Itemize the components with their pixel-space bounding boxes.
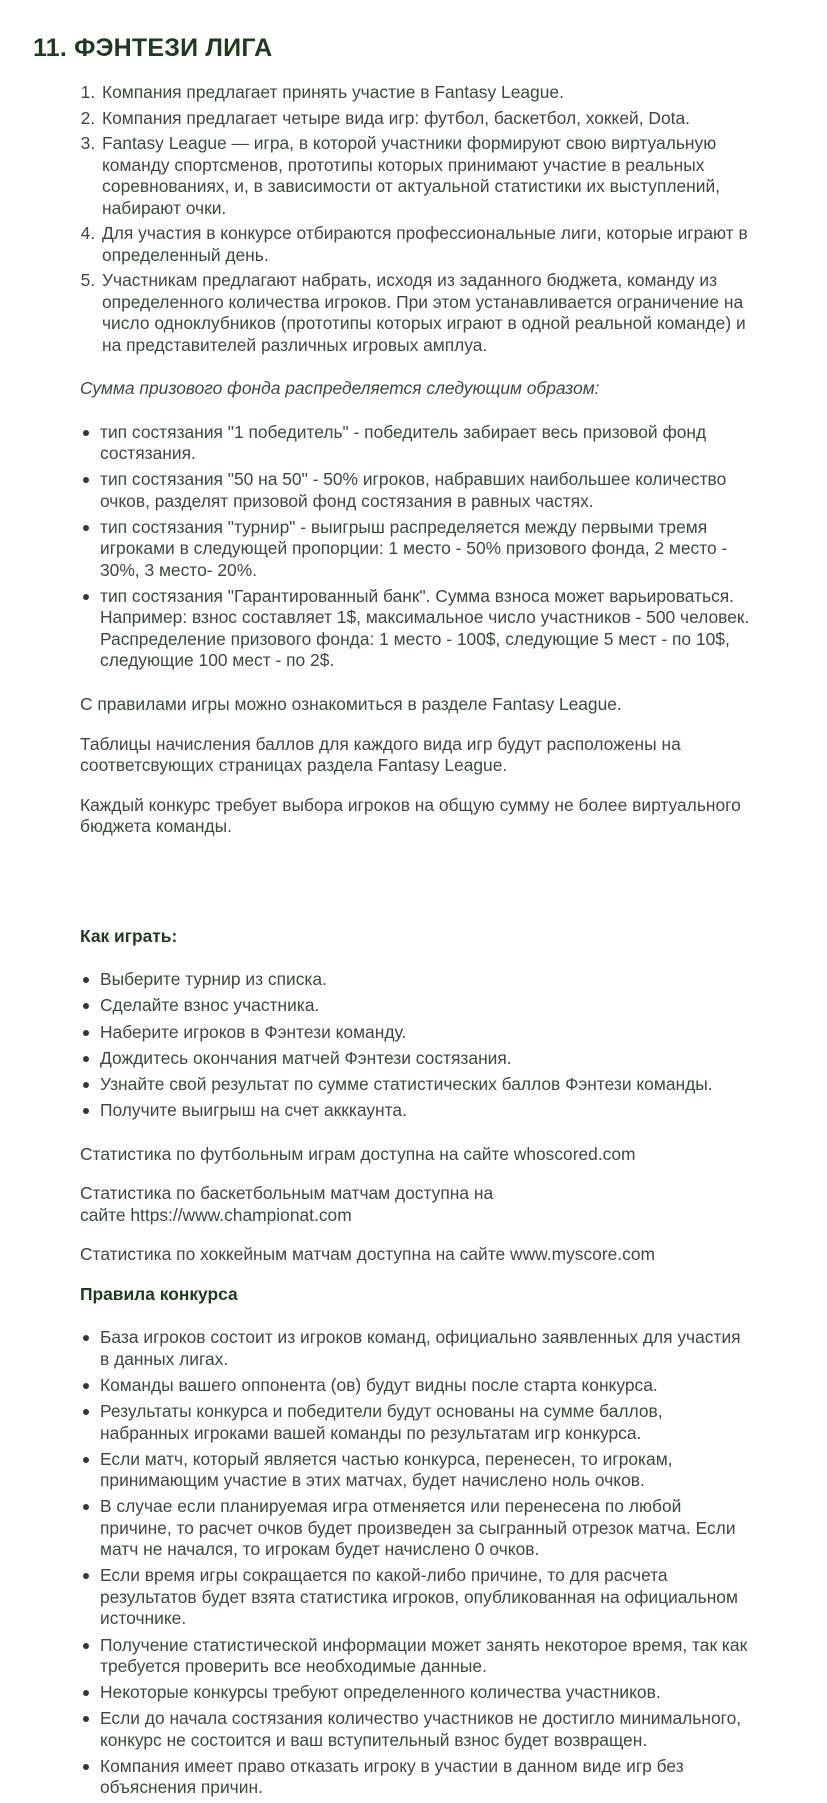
intro-list-item: 3. Fantasy League — игра, в которой участники формируют свою виртуальную команду спортсменов, прототипы которых принимают участие в реальных соревнованиях, и, в зависимости от актуальной статистики их выступлений, набирают очки. bbox=[100, 133, 752, 219]
bullet-icon bbox=[83, 1504, 89, 1510]
rule-text: Команды вашего оппонента (ов) будут видны после старта конкурса. bbox=[100, 1375, 658, 1396]
how-to-play-step bbox=[100, 1074, 752, 1096]
contest-rule-item bbox=[100, 1401, 752, 1444]
rule-text: Если до начала состязания количество участников не достигло минимального, конкурс не состоится и ваш вступительный взнос будет возвращен. bbox=[100, 1708, 742, 1750]
bullet-icon bbox=[83, 1030, 89, 1036]
prize-list-item bbox=[100, 517, 752, 582]
football-stats-paragraph: Статистика по футбольным играм доступна на сайте whoscored.com bbox=[80, 1143, 636, 1164]
step-text: Узнайте свой результат по сумме статистических баллов Фэнтези команды. bbox=[100, 1073, 713, 1094]
prize-list-item bbox=[100, 422, 752, 465]
bullet-icon bbox=[83, 1716, 89, 1722]
prize-intro: Сумма призового фонда распределяется следующим образом: bbox=[80, 378, 600, 398]
intro-numbered-list bbox=[80, 82, 752, 356]
contest-rule-item bbox=[100, 1682, 752, 1704]
rule-text: Если время игры сокращается по какой-либо причине, то для расчета результатов будет взята статистика игроков, опубликованная на официальном источнике. bbox=[100, 1565, 738, 1629]
contest-rule-item bbox=[100, 1635, 752, 1678]
prize-list-item bbox=[100, 469, 752, 512]
rule-text: Некоторые конкурсы требуют определенного количества участников. bbox=[100, 1682, 661, 1703]
contest-rules-list bbox=[80, 1327, 752, 1798]
intro-list-item: 2. Компания предлагает четыре вида игр: футбол, баскетбол, хоккей, Dota. bbox=[100, 108, 752, 130]
bullet-icon bbox=[83, 1457, 89, 1463]
bullet-icon bbox=[83, 1335, 89, 1341]
how-to-play-list bbox=[80, 969, 752, 1121]
bullet-icon bbox=[83, 1383, 89, 1389]
bullet-icon bbox=[83, 1108, 89, 1114]
prize-item-text: тип состязания "Гарантированный банк". Сумма взноса может варьироваться. Например: взнос составляет 1$, максимальное число участников - 500 человек. Распределение призового фонда: 1 место - 100$, следующие 5 мест - по 10$, следующие 100 мест - по 2$. bbox=[100, 585, 750, 671]
intro-list-item: 5. Участникам предлагают набрать, исходя из заданного бюджета, команду из определенного количества игроков. При этом устанавливается ограничение на число одноклубников (прототипы которых играют в одной реальной команде) и на представителей различных игровых амплуа. bbox=[100, 270, 752, 356]
contest-rule-item bbox=[100, 1375, 752, 1397]
bullet-icon bbox=[83, 1643, 89, 1649]
how-to-play-step bbox=[100, 1100, 752, 1122]
contest-rule-item bbox=[100, 1708, 752, 1751]
bullet-icon bbox=[83, 977, 89, 983]
section-title: 11. ФЭНТЕЗИ ЛИГА bbox=[33, 34, 273, 62]
intro-list-item: 1. Компания предлагает принять участие в Fantasy League. bbox=[100, 82, 752, 104]
step-text: Выберите турнир из списка. bbox=[100, 969, 327, 990]
hockey-stats-paragraph: Статистика по хоккейным матчам доступна на сайте www.myscore.com bbox=[80, 1244, 655, 1265]
bullet-icon bbox=[83, 1409, 89, 1415]
basketball-stats-paragraph bbox=[80, 1183, 752, 1226]
step-text: Наберите игроков в Фэнтези команду. bbox=[100, 1021, 407, 1042]
bullet-icon bbox=[83, 1573, 89, 1579]
bullet-icon bbox=[83, 594, 89, 600]
bullet-icon bbox=[83, 525, 89, 531]
bullet-icon bbox=[83, 1690, 89, 1696]
step-text: Получите выигрыш на счет акккаунта. bbox=[100, 1099, 407, 1120]
rule-text: В случае если планируемая игра отменяется или перенесена по любой причине, то расчет очков будет произведен за сыгранный отрезок матча. Если матч не начался, то игрокам будет начислено 0 очков. bbox=[100, 1496, 736, 1560]
prize-item-text: тип состязания "50 на 50" - 50% игроков, набравших наибольшее количество очков, разделят призовой фонд состязания в равных частях. bbox=[100, 469, 727, 511]
how-to-play-heading: Как играть: bbox=[80, 925, 178, 946]
prize-item-text: тип состязания "турнир" - выигрыш распределяется между первыми тремя игроками в следующей пропорции: 1 место - 50% призового фонда, 2 место - 30%, 3 место- 20%. bbox=[100, 516, 728, 580]
contest-rule-item bbox=[100, 1327, 752, 1370]
prize-list bbox=[80, 422, 752, 672]
contest-rule-item bbox=[100, 1496, 752, 1561]
bullet-icon bbox=[83, 1764, 89, 1770]
contest-rules-heading: Правила конкурса bbox=[80, 1283, 238, 1304]
rule-text: Компания имеет право отказать игроку в участии в данном виде игр без объяснения причин. bbox=[100, 1755, 684, 1798]
contest-rule-item bbox=[100, 1756, 752, 1799]
bullet-icon bbox=[83, 1082, 89, 1088]
rule-text: Результаты конкурса и победители будут основаны на сумме баллов, набранных игроками вашей команды по результатам игр конкурса. bbox=[100, 1401, 663, 1443]
prize-list-item bbox=[100, 586, 752, 672]
rule-text: Если матч, который является частью конкурса, перенесен, то игрокам, принимающим участие в этих матчах, будет начислено ноль очков. bbox=[100, 1448, 673, 1491]
tables-paragraph: Таблицы начисления баллов для каждого вида игр будут расположены на соответсвующих страницах раздела Fantasy League. bbox=[80, 733, 681, 776]
prize-item-text: тип состязания "1 победитель" - победитель забирает весь призовой фонд состязания. bbox=[100, 421, 707, 463]
step-text: Сделайте взнос участника. bbox=[100, 995, 320, 1016]
bullet-icon bbox=[83, 1056, 89, 1062]
contest-rule-item bbox=[100, 1449, 752, 1492]
how-to-play-step bbox=[100, 1048, 752, 1070]
bullet-icon bbox=[83, 430, 89, 436]
basketball-stats-line1: Статистика по баскетбольным матчам доступна на bbox=[80, 1183, 494, 1204]
rule-text: База игроков состоит из игроков команд, официально заявленных для участия в данных лигах. bbox=[100, 1327, 741, 1369]
step-text: Дождитесь окончания матчей Фэнтези состязания. bbox=[100, 1047, 512, 1068]
contest-rule-item bbox=[100, 1565, 752, 1630]
section-content bbox=[80, 82, 752, 1803]
how-to-play-step bbox=[100, 1022, 752, 1044]
rule-text: Получение статистической информации может занять некоторое время, так как требуется проверить все необходимые данные. bbox=[100, 1634, 748, 1676]
how-to-play-step bbox=[100, 969, 752, 991]
how-to-play-step bbox=[100, 995, 752, 1017]
bullet-icon bbox=[83, 477, 89, 483]
basketball-stats-line2: сайте https://www.championat.com bbox=[80, 1204, 352, 1225]
budget-paragraph: Каждый конкурс требует выбора игроков на общую сумму не более виртуального бюджета команды. bbox=[80, 794, 741, 837]
rules-link-paragraph: С правилами игры можно ознакомиться в разделе Fantasy League. bbox=[80, 694, 622, 715]
intro-list-item: 4. Для участия в конкурсе отбираются профессиональные лиги, которые играют в определенный день. bbox=[100, 223, 752, 266]
bullet-icon bbox=[83, 1003, 89, 1009]
